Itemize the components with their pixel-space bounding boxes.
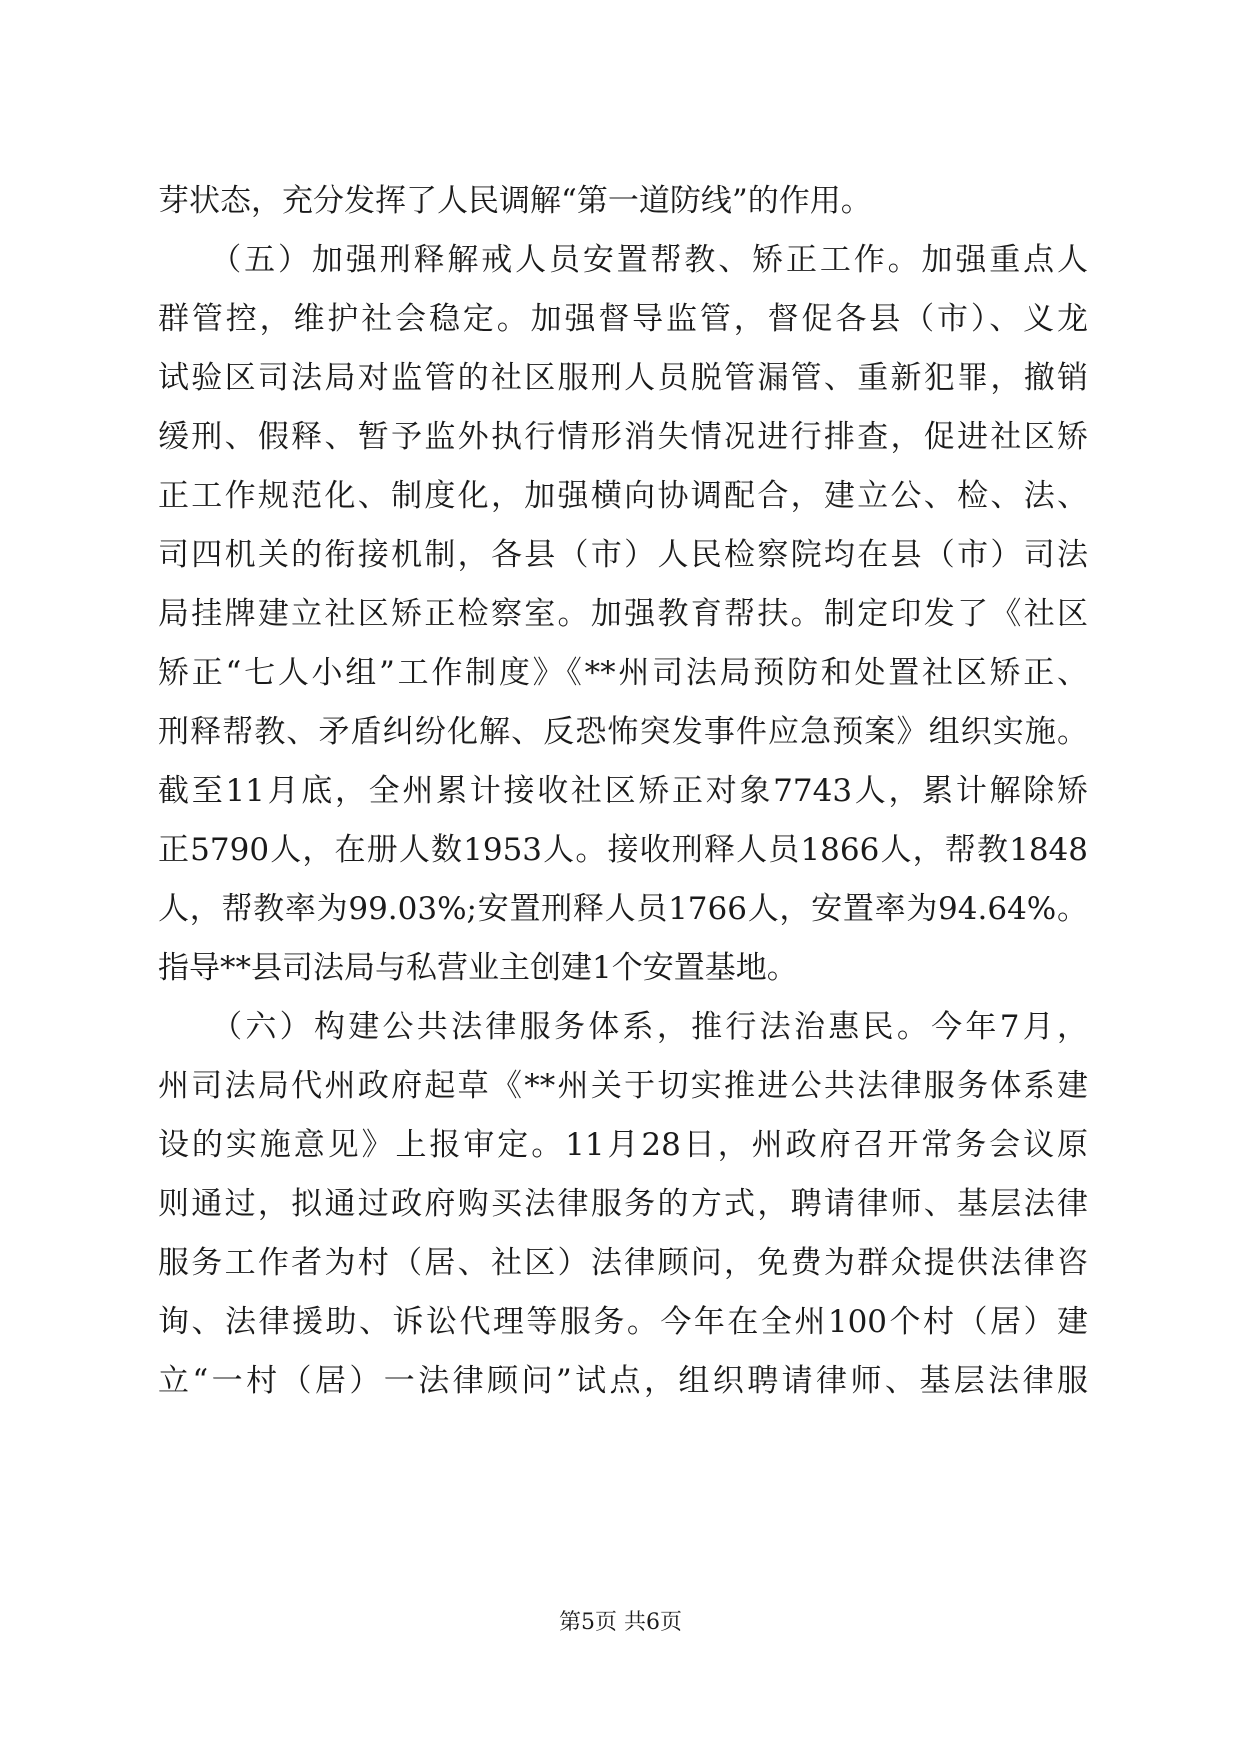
paragraph-line: 立“一村（居）一法律顾问”试点，组织聘请律师、基层法律服 [158, 1363, 1088, 1399]
paragraph-line: 群管控，维护社会稳定。加强督导监管，督促各县（市）、义龙 [158, 301, 1088, 337]
paragraph-line: 设的实施意见》上报审定。11月28日，州政府召开常务会议原 [158, 1127, 1088, 1163]
paragraph-line: 司四机关的衔接机制，各县（市）人民检察院均在县（市）司法 [158, 537, 1088, 573]
paragraph-line: 局挂牌建立社区矫正检察室。加强教育帮扶。制定印发了《社区 [158, 596, 1088, 632]
paragraph-line: 则通过，拟通过政府购买法律服务的方式，聘请律师、基层法律 [158, 1186, 1088, 1222]
paragraph-line: 刑释帮教、矛盾纠纷化解、反恐怖突发事件应急预案》组织实施。 [158, 714, 1088, 750]
paragraph-line: 服务工作者为村（居、社区）法律顾问，免费为群众提供法律咨 [158, 1245, 1088, 1281]
paragraph-line: 截至11月底，全州累计接收社区矫正对象7743人，累计解除矫 [158, 773, 1088, 809]
paragraph-line: 人，帮教率为99.03%;安置刑释人员1766人，安置率为94.64%。 [158, 891, 1088, 927]
paragraph-line: 矫正“七人小组”工作制度》《**州司法局预防和处置社区矫正、 [158, 655, 1088, 691]
paragraph-line: 州司法局代州政府起草《**州关于切实推进公共法律服务体系建 [158, 1068, 1088, 1104]
paragraph-line: 询、法律援助、诉讼代理等服务。今年在全州100个村（居）建 [158, 1304, 1088, 1340]
page-footer: 第5页 共6页 [559, 1610, 682, 1635]
paragraph-line: 缓刑、假释、暂予监外执行情形消失情况进行排查，促进社区矫 [158, 419, 1088, 455]
paragraph-line: 指导**县司法局与私营业主创建1个安置基地。 [158, 950, 798, 986]
paragraph-line: （六）构建公共法律服务体系，推行法治惠民。今年7月， [158, 1009, 1088, 1045]
paragraph-line: 试验区司法局对监管的社区服刑人员脱管漏管、重新犯罪，撤销 [158, 360, 1088, 396]
paragraph-line: 芽状态，充分发挥了人民调解“第一道防线”的作用。 [158, 183, 872, 219]
paragraph-line: 正工作规范化、制度化，加强横向协调配合，建立公、检、法、 [158, 478, 1088, 514]
paragraph-line: （五）加强刑释解戒人员安置帮教、矫正工作。加强重点人 [158, 242, 1088, 278]
paragraph-line: 正5790人，在册人数1953人。接收刑释人员1866人，帮教1848 [158, 832, 1088, 868]
